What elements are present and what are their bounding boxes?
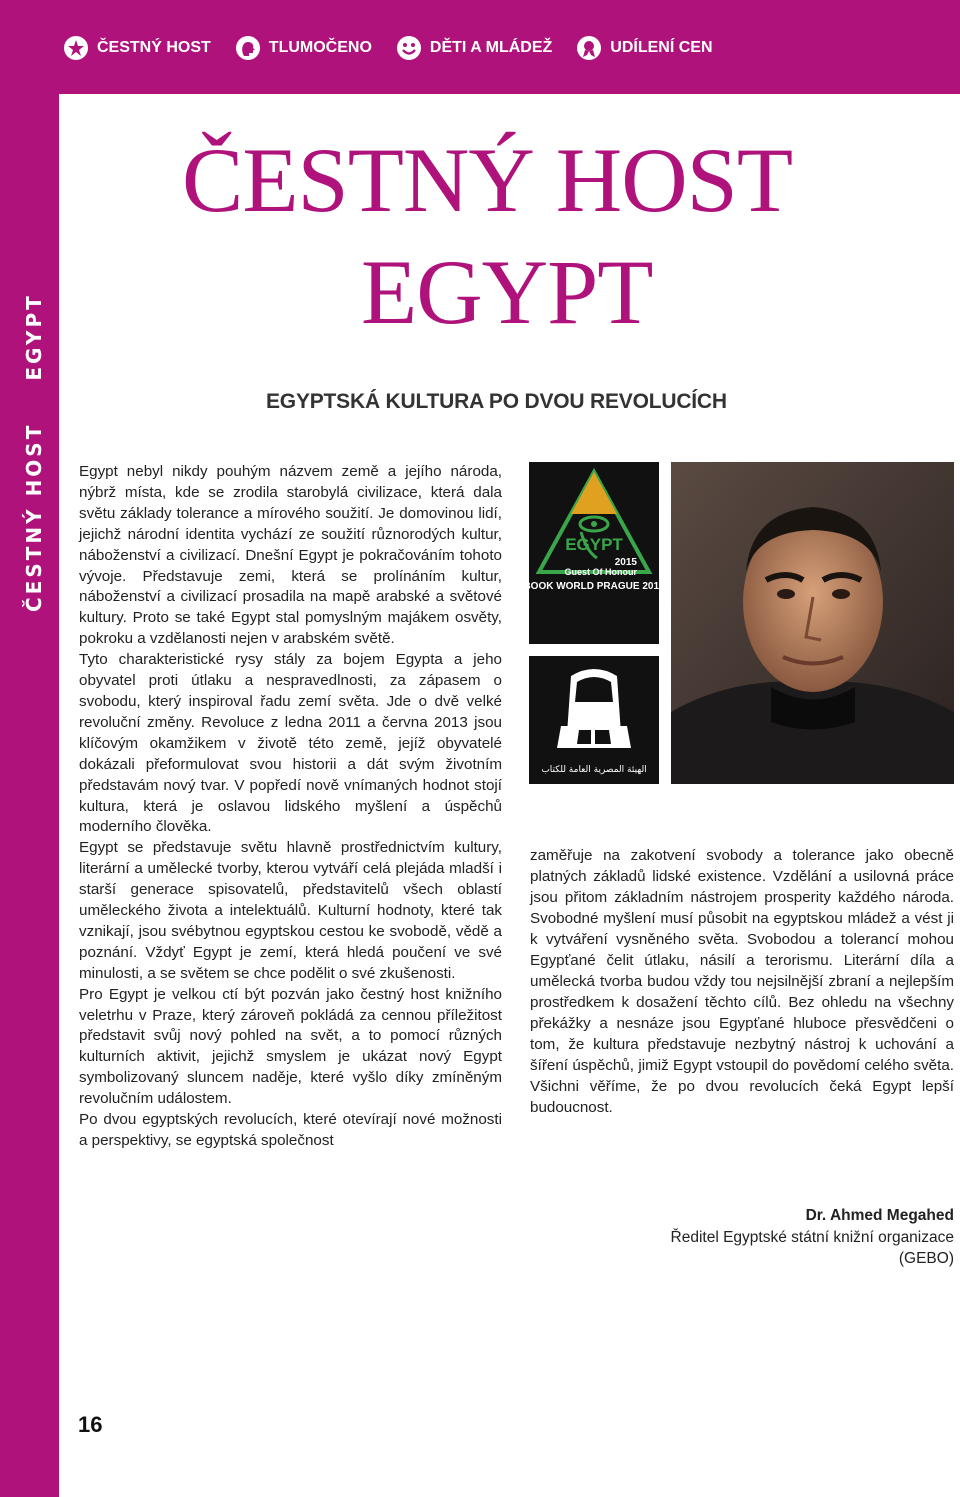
nav-label: TLUMOČENO [268, 39, 372, 56]
article-paragraph: Po dvou egyptských revolucích, které otevírají nové možnosti a perspektivy, se egyptská společnost [79, 1111, 502, 1149]
nav-label: UDÍLENÍ CEN [610, 39, 713, 56]
logo-guest-text: Guest Of Honour [564, 567, 637, 577]
nav-label: ČESTNÝ HOST [97, 39, 211, 56]
page-title-line1: ČESTNÝ HOST [182, 129, 793, 231]
author-organization: (GEBO) [898, 1250, 954, 1267]
author-signature [600, 1205, 954, 1270]
article-paragraph: Egypt nebyl nikdy pouhým názvem země a jejího národa, nýbrž místa, kde se zrodila starobylá civilizace, která dala světu základy tolerance a mírového soužití. Je domovinou lidí, jejichž národní identita vychází ze soužití různorodých kultur, náboženství a civilizací. Dnešní Egypt je pokračováním tohoto vývoje. Představuje zemi, která se prolínáním kultur, náboženství a civilizací prosadila na mapě arabské a světové kultury. Proto se také Egypt stal pomyslným majákem osvěty, pokroku a vzdělanosti nejen v arabském světě. [79, 463, 502, 648]
nav-item-honor-guest[interactable] [63, 35, 211, 61]
author-name: Dr. Ahmed Megahed [805, 1207, 954, 1224]
award-ribbon-icon [576, 35, 602, 61]
author-role: Ředitel Egyptské státní knižní organizace [670, 1228, 954, 1246]
section-nav [59, 32, 737, 64]
speech-head-icon [235, 35, 261, 61]
gebo-logo [529, 656, 659, 784]
sidebar-vertical-label [22, 293, 46, 612]
nav-label: DĚTI A MLÁDEŽ [429, 39, 553, 56]
article-right-column [530, 845, 954, 1118]
sidebar [0, 0, 59, 1497]
article-paragraph: Egypt se představuje světu hlavně prostřednictvím kultury, literární a umělecké tvorby, kterou vytváří celá plejáda mladší i starší generace spisovatelů, představitelů všech oblastí uměleckého života a intelektuálů. Kulturní hodnoty, které tak vznikají, jsou svébytnou egyptskou cestou ke svobodě, vědě a poznání. Vždyť Egypt je zemí, která hledá poučení ve své minulosti, a se světem se chce podělit o své zkušenosti. [79, 839, 502, 982]
sidebar-label-egypt: EGYPT [22, 293, 46, 381]
page-title-line2: EGYPT [361, 241, 653, 343]
article-paragraph: zaměřuje na zakotvení svobody a tolerance jako obecně platných základů lidské existence. Vzdělání a usilovná práce jsou přitom základním nástrojem prosperity každého národa. Svobodné myšlení musí působit na egyptskou mládež a vést ji k vytváření vysněného světa. Svobodou a tolerancí mohou Egypťané čelit útlaku, násilí a terorismu. Literární díla a umělecká tvorba budou vždy tou nejsilnější zbraní a nejlepším prostředkem k dosažení těchto cílů. Bez ohledu na všechny překážky a nesnáze jsou Egypťané hluboce přesvědčeni o tom, že kultura představuje nezbytný nástroj k uchování a šíření úspěchů, jimiž Egypt vstoupil do povědomí celého světa. Všichni věříme, že po dvou revolucích čeká Egypt lepší budoucnost. [530, 847, 954, 1116]
article-left-column [79, 462, 502, 1152]
logo-year: 2015 [614, 557, 637, 568]
star-badge-icon [63, 35, 89, 61]
nav-item-awards[interactable] [576, 35, 712, 61]
sidebar-label-honor: ČESTNÝ HOST [22, 422, 46, 612]
article-paragraph: Tyto charakteristické rysy stály za bojem Egypta a jeho obyvatel proti útlaku a nespravedlnosti, za zápasem o svobodu, který inspiroval řadu zemí světa. Jde o dvě velké revoluční změny. Revoluce z ledna 2011 a června 2013 jsou klíčovým okamžikem v životě této země, jejíž obyvatelé dokázali přeformulovat svou historii a dát svým životním představám nový tvar. V popředí nově vnímaných hodnot stojí kultura, která je oslavou lidského myšlení a úspěchů moderního člověka. [79, 651, 502, 836]
page-number: 16 [78, 1412, 103, 1437]
nav-item-interpreted[interactable] [235, 35, 372, 61]
egypt-guest-of-honour-logo [529, 462, 659, 644]
logo-egypt-text: EGYPT [565, 535, 623, 554]
logo-fair-text: BOOK WORLD PRAGUE 2015 [529, 581, 659, 592]
article-paragraph: Pro Egypt je velkou ctí být pozván jako čestný host knižního veletrhu v Praze, který zároveň pokládá za cennou příležitost představit svůj nový pohled na svět, a to pomocí různých kulturních aktivit, jejichž smyslem je ukázat nový Egypt symbolizovaný sluncem naděje, které vyšlo díky zmíněným revolučním událostem. [79, 985, 502, 1108]
top-nav-bar [59, 0, 960, 94]
gebo-arabic-text: الهيئة المصرية العامة للكتاب [541, 765, 647, 775]
smiley-icon [396, 35, 422, 61]
portrait-photo [671, 462, 954, 784]
nav-item-children-youth[interactable] [396, 35, 552, 61]
article-subtitle: EGYPTSKÁ KULTURA PO DVOU REVOLUCÍCH [266, 390, 727, 413]
